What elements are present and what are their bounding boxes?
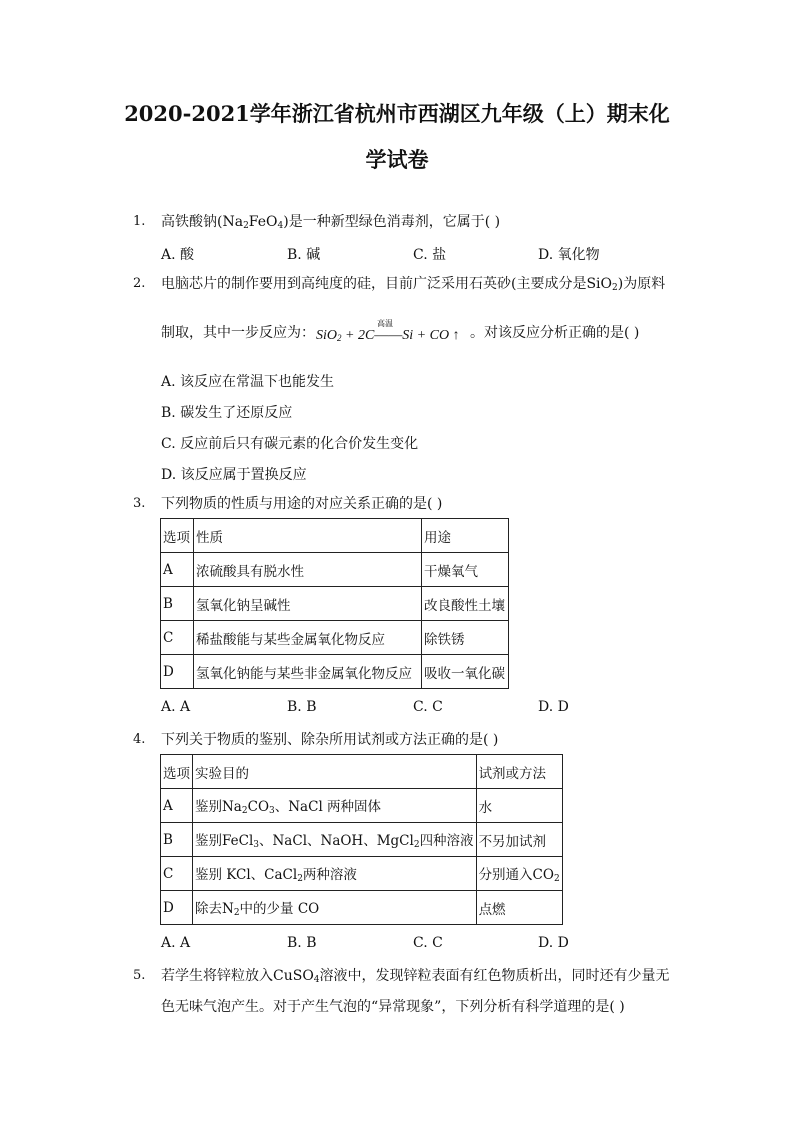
option-b: B. B [287,699,317,715]
table-cell: 点燃 [476,891,562,925]
question-text: 下列物质的性质与用途的对应关系正确的是( ) [161,496,443,512]
table-row [161,553,509,587]
table-cell: 试剂或方法 [476,755,562,789]
table-cell: 稀盐酸能与某些金属氧化物反应 [194,621,422,655]
question-number: 2. [133,276,146,291]
title-line-2: 学试卷 [365,147,429,172]
table-row [161,621,509,655]
table-cell: 鉴别 KCl、CaCl$_2$两种溶液 [193,857,477,891]
chemical-equation: 高温 SiO$_2$ + 2C——Si + CO ↑ [316,319,460,343]
question-text-line-2-suffix: 。对该反应分析正确的是( ) [470,325,640,341]
table-cell: 用途 [422,519,509,553]
table-cell: 不另加试剂 [476,823,562,857]
table-cell: C [161,857,193,891]
question-number: 3. [133,496,146,511]
option-b: B. 碱 [287,247,321,263]
option-c: C. 反应前后只有碳元素的化合价发生变化 [161,436,419,452]
option-a: A. 该反应在常温下也能发生 [161,374,335,390]
option-d: D. D [538,699,569,715]
question-3-table [160,518,509,689]
table-cell: 水 [476,789,562,823]
table-cell: 干燥氧气 [422,553,509,587]
table-cell: 氢氧化钠呈碱性 [194,587,422,621]
option-d: D. 氧化物 [538,247,600,263]
table-header-row [161,519,509,553]
reaction-condition: 高温 [377,319,393,328]
table-cell: 性质 [194,519,422,553]
table-cell: 鉴别FeCl$_3$、NaCl、NaOH、MgCl$_2$四种溶液 [193,823,477,857]
option-d: D. 该反应属于置换反应 [161,467,307,483]
table-cell: 吸收一氧化碳 [422,655,509,689]
table-cell: A [161,553,194,587]
table-header-row [161,755,563,789]
table-cell: 鉴别$Na_2CO_3$、NaCl 两种固体 [193,789,477,823]
table-row [161,587,509,621]
table-cell: D [161,891,193,925]
table-cell: 实验目的 [193,755,477,789]
table-cell: 氢氧化钠能与某些非金属氧化物反应 [194,655,422,689]
question-4-table [160,754,563,925]
table-row [161,823,563,857]
table-cell: 改良酸性土壤 [422,587,509,621]
question-number: 1. [133,214,146,229]
question-text-line-2: 色无味气泡产生。对于产生气泡的“异常现象”，下列分析有科学道理的是( ) [161,999,625,1015]
table-row [161,789,563,823]
option-a: A. A [161,935,191,951]
table-row [161,857,563,891]
table-row [161,891,563,925]
option-c: C. 盐 [413,247,447,263]
question-number: 5. [133,968,146,983]
option-a: A. A [161,699,191,715]
question-text: 下列关于物质的鉴别、除杂所用试剂或方法正确的是( ) [161,732,499,748]
question-number: 4. [133,732,146,747]
table-cell: 选项 [161,519,194,553]
table-cell: B [161,823,193,857]
question-text: 高铁酸钠$(Na_2FeO_4)$是一种新型绿色消毒剂，它属于( ) [161,214,501,231]
question-text-line-2-prefix: 制取，其中一步反应为： [161,325,315,341]
option-c: C. C [413,699,443,715]
table-row [161,655,509,689]
table-cell: 除铁锈 [422,621,509,655]
option-b: B. B [287,935,317,951]
question-text-line-1: 若学生将锌粒放入CuSO$_4$溶液中，发现锌粒表面有红色物质析出，同时还有少量无 [161,968,670,985]
option-a: A. 酸 [161,247,195,263]
table-cell: 除去$N_2$中的少量 CO [193,891,477,925]
table-cell: 浓硫酸具有脱水性 [194,553,422,587]
option-d: D. D [538,935,569,951]
table-cell: B [161,587,194,621]
option-c: C. C [413,935,443,951]
title-line-1: 2020-2021学年浙江省杭州市西湖区九年级（上）期末化 [124,101,670,126]
table-cell: A [161,789,193,823]
table-cell: C [161,621,194,655]
option-b: B. 碳发生了还原反应 [161,405,293,421]
question-text-line-1: 电脑芯片的制作要用到高纯度的硅，目前广泛采用石英砂(主要成分是SiO$_2$)为原料 [161,276,666,293]
table-cell: 选项 [161,755,193,789]
table-cell: D [161,655,194,689]
table-cell: 分别通入$CO_2$ [476,857,562,891]
